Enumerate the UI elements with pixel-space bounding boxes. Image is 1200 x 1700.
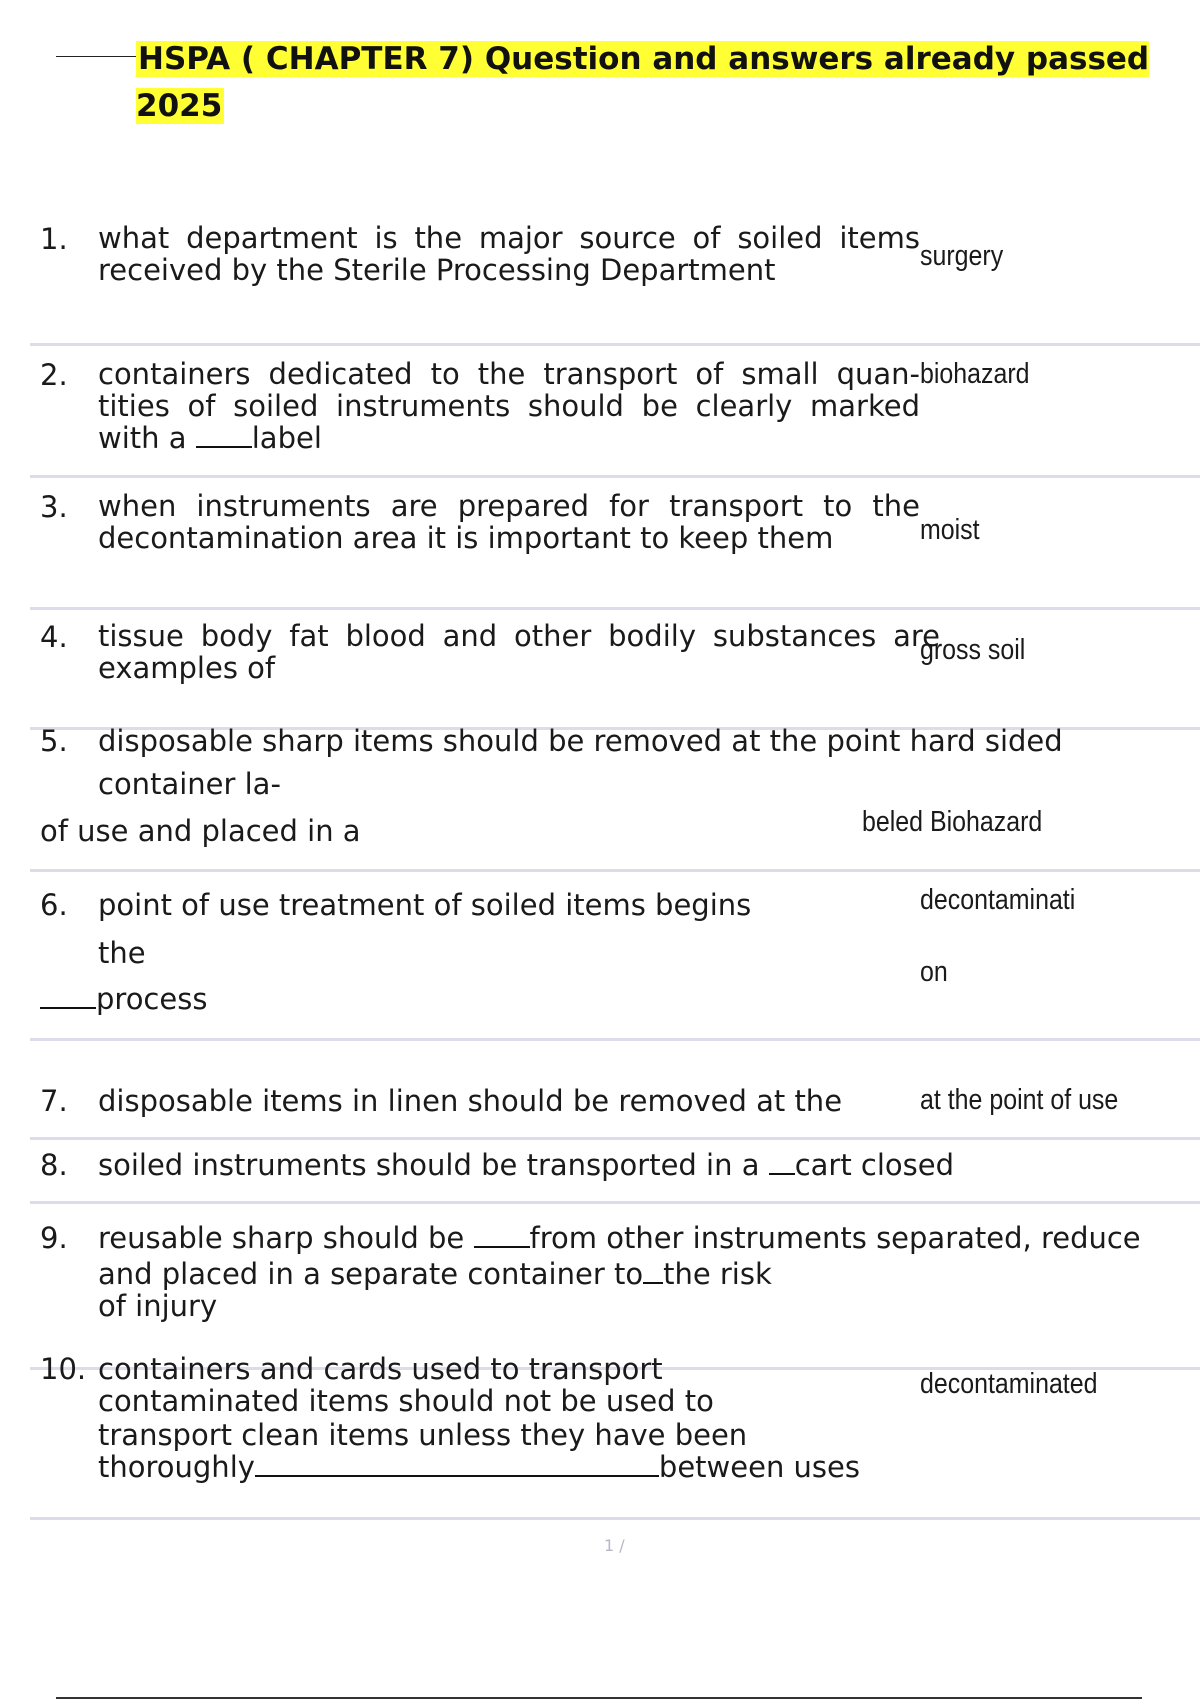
- list-item: 3. when instruments are prepared for transport to the decontamination area it is important to keep them moist: [40, 489, 980, 555]
- divider: [30, 343, 1200, 346]
- divider: [30, 475, 1200, 478]
- list-item: 4. tissue body fat blood and other bodily substances are examples of gross soil: [40, 619, 1026, 685]
- question-text: disposable items in linen should be removed at the: [98, 1084, 843, 1118]
- answer-text: surgery: [920, 240, 1004, 272]
- question-text: tissue body fat blood and other bodily substances are examples of: [98, 619, 940, 685]
- question-text: what department is the major source of soiled items received by the Sterile Processing Department: [98, 221, 920, 287]
- divider: [30, 1517, 1200, 1520]
- answer-text: decontaminati: [920, 884, 1076, 916]
- question-text-continued: of use and placed in a: [40, 814, 361, 848]
- question-text: containers dedicated to the transport of small quan- tities of soiled instruments should be clearly marked with a label: [98, 357, 920, 455]
- divider: [30, 1038, 1200, 1041]
- question-text: point of use treatment of soiled items begins: [98, 888, 752, 922]
- list-item: 8. soiled instruments should be transported in a cart closed: [40, 1148, 955, 1182]
- divider: [30, 1137, 1200, 1140]
- title-rule: [56, 56, 138, 57]
- page-title: HSPA ( CHAPTER 7) Question and answers already passed 2025: [136, 41, 1150, 124]
- page-number: 1 /: [604, 1536, 625, 1555]
- answer-text: beled Biohazard: [862, 806, 1043, 838]
- question-text: disposable sharp items should be removed at the point hard sided: [98, 724, 1063, 758]
- divider: [30, 607, 1200, 610]
- answer-text: biohazard: [920, 358, 1030, 390]
- question-text: containers and cards used to transport: [98, 1352, 663, 1386]
- question-text-continued: of injury: [98, 1289, 218, 1323]
- divider: [30, 1201, 1200, 1204]
- list-item: 1. what department is the major source of soiled items received by the Sterile Processing Department surgery: [40, 221, 1004, 287]
- answer-text-continued: on: [920, 956, 948, 988]
- question-text-continued: transport clean items unless they have been: [98, 1418, 748, 1452]
- question-text-continued: and placed in a separate container to the risk: [98, 1257, 772, 1291]
- list-item: 6. point of use treatment of soiled items begins the process decontaminati on: [40, 884, 1076, 1016]
- list-item: 7. disposable items in linen should be removed at the at the point of use: [40, 1084, 1119, 1118]
- answer-text: gross soil: [920, 634, 1026, 666]
- answer-text: moist: [920, 514, 980, 546]
- list-item: 9. reusable sharp should be from other instruments separated, reduce and placed in a separate container to the risk of injury: [40, 1221, 1141, 1323]
- bottom-rule: [56, 1697, 1142, 1699]
- question-text: reusable sharp should be from other instruments separated, reduce: [98, 1221, 1141, 1255]
- question-text-continued: process: [40, 982, 207, 1016]
- answer-text: decontaminated: [920, 1368, 1098, 1400]
- question-text: soiled instruments should be transported in a cart closed: [98, 1148, 955, 1182]
- question-text-continued: container la-: [98, 767, 281, 801]
- question-text-continued: the: [98, 936, 146, 970]
- answer-text: at the point of use: [920, 1084, 1119, 1116]
- question-text-continued: contaminated items should not be used to: [98, 1384, 714, 1418]
- list-item: 2. containers dedicated to the transport of small quan- tities of soiled instruments should be clearly marked with a label biohazard: [40, 357, 1030, 455]
- question-text-continued: thoroughly between uses: [98, 1450, 860, 1484]
- question-text: when instruments are prepared for transport to the decontamination area it is important to keep them: [98, 489, 920, 555]
- list-item: 10. containers and cards used to transport contaminated items should not be used to transport clean items unless they have been thoroughly between uses decontaminated: [40, 1352, 1098, 1484]
- divider: [30, 869, 1200, 872]
- list-item: 5. disposable sharp items should be removed at the point hard sided container la- of use and placed in a beled Biohazard: [40, 724, 1063, 848]
